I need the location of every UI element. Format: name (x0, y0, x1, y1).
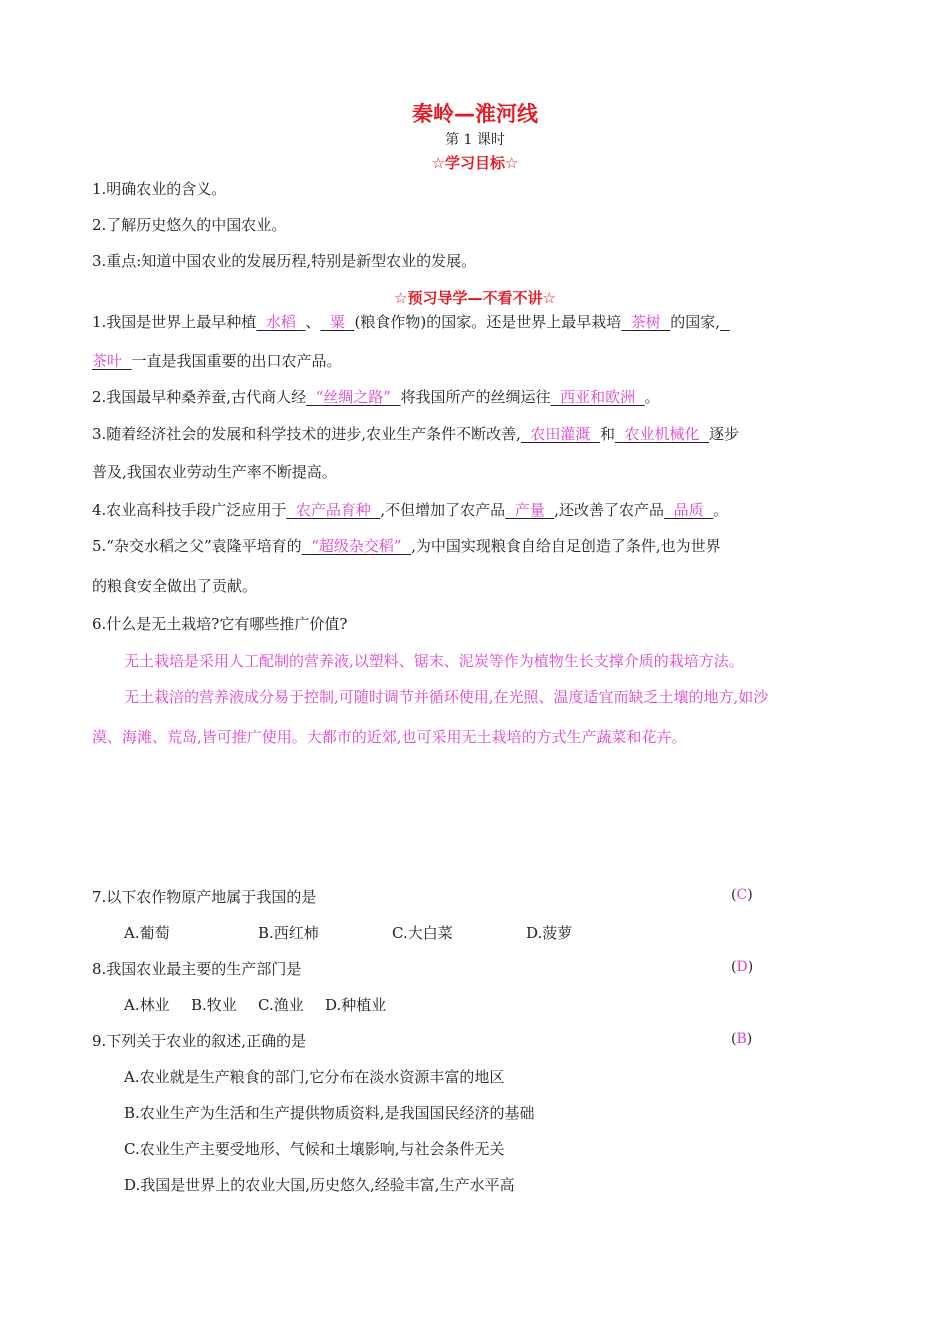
q1-blank-2[interactable]: 粟 (320, 313, 355, 331)
guide-heading: ☆预习导学—不看不讲☆ (394, 289, 556, 307)
q5-text: 5.“杂交水稻之父”袁隆平培育的 (92, 537, 302, 555)
q4-text: ,不但增加了农产品 (380, 501, 506, 519)
q8-option-c[interactable]: C.渔业 (258, 996, 304, 1014)
q1-blank-3[interactable]: 茶树 (621, 313, 671, 331)
q4-text: 。 (713, 501, 729, 519)
q4-blank-1[interactable]: 农产品育种 (286, 501, 381, 519)
question-2 (92, 386, 872, 407)
q8-paren-open: ( (731, 959, 737, 975)
question-3-cont: 普及,我国农业劳动生产率不断提高。 (92, 463, 337, 481)
q7-option-c[interactable]: C.大白菜 (392, 924, 453, 942)
q1-text: (粮食作物)的国家。还是世界上最早栽培 (354, 313, 622, 331)
q2-text: 。 (644, 388, 660, 406)
q1-blank-4-start[interactable] (720, 313, 730, 331)
page-title: 秦岭—淮河线 (412, 102, 538, 126)
q2-blank-2[interactable]: 西亚和欧洲 (550, 388, 645, 406)
q1-blank-1[interactable]: 水稻 (256, 313, 306, 331)
q7-answer-letter: C (736, 887, 748, 903)
q8-answer (731, 959, 753, 975)
q9-option-b[interactable]: B.农业生产为生活和生产提供物质资料,是我国国民经济的基础 (124, 1104, 535, 1122)
q8-answer-letter: D (736, 959, 748, 975)
q9-paren-close: ) (746, 1031, 753, 1047)
goal-item: 2.了解历史悠久的中国农业。 (92, 216, 287, 234)
question-1-cont (92, 350, 872, 371)
q9-paren-open: ( (731, 1031, 737, 1047)
q8-option-a[interactable]: A.林业 (124, 996, 170, 1014)
lesson-subtitle: 第 1 课时 (445, 132, 505, 148)
q7-option-a[interactable]: A.葡萄 (124, 924, 170, 942)
q4-blank-2[interactable]: 产量 (505, 501, 555, 519)
q9-option-c[interactable]: C.农业生产主要受地形、气候和土壤影响,与社会条件无关 (124, 1140, 505, 1158)
q3-blank-1[interactable]: 农田灌溉 (520, 425, 600, 443)
goals-heading: ☆学习目标☆ (431, 154, 519, 172)
q6-answer-2-cont: 漠、海滩、荒岛,皆可推广使用。大都市的近郊,也可采用无土栽培的方式生产蔬菜和花卉。 (92, 728, 687, 746)
q8-option-b[interactable]: B.牧业 (191, 996, 237, 1014)
q7-paren-close: ) (747, 887, 753, 903)
question-1 (92, 311, 872, 332)
q4-text: ,还改善了农产品 (554, 501, 665, 519)
q1-text: 一直是我国重要的出口农产品。 (131, 352, 342, 370)
q1-text: 、 (305, 313, 321, 331)
q3-blank-2[interactable]: 农业机械化 (614, 425, 710, 443)
question-4 (92, 499, 872, 520)
question-5 (92, 535, 872, 556)
q1-blank-4[interactable]: 茶叶 (92, 352, 132, 370)
q1-text: 1.我国是世界上最早种植 (92, 313, 257, 331)
question-9: 9.下列关于农业的叙述,正确的是 (92, 1032, 307, 1050)
q7-option-d[interactable]: D.菠萝 (526, 924, 573, 942)
q7-option-b[interactable]: B.西红柿 (258, 924, 319, 942)
q7-options (124, 922, 904, 943)
q7-answer (731, 887, 753, 903)
q5-text: ,为中国实现粮食自给自足创造了条件,也为世界 (411, 537, 721, 555)
q6-answer-2: 无土栽涪的营养液成分易于控制,可随时调节并循环使用,在光照、温度适宜而缺乏土壤的地方,如沙 (124, 688, 769, 706)
q2-blank-1[interactable]: “丝绸之路” (306, 388, 401, 406)
q8-options (124, 994, 904, 1015)
q9-option-a[interactable]: A.农业就是生产粮食的部门,它分布在淡水资源丰富的地区 (124, 1068, 505, 1086)
question-8: 8.我国农业最主要的生产部门是 (92, 960, 302, 978)
question-5-cont: 的粮食安全做出了贡献。 (92, 577, 258, 595)
q4-text: 4.农业高科技手段广泛应用于 (92, 501, 287, 519)
q9-answer (731, 1031, 752, 1047)
q5-blank-1[interactable]: “超级杂交稻” (301, 537, 412, 555)
q2-text: 将我国所产的丝绸运往 (400, 388, 551, 406)
goal-item: 3.重点:知道中国农业的发展历程,特别是新型农业的发展。 (92, 252, 477, 270)
goal-item: 1.明确农业的含义。 (92, 180, 227, 198)
q3-text: 和 (599, 425, 615, 443)
question-6: 6.什么是无土栽培?它有哪些推广价值? (92, 615, 348, 633)
question-3 (92, 423, 872, 444)
q4-blank-3[interactable]: 品质 (664, 501, 714, 519)
q2-text: 2.我国最早种桑养蚕,古代商人经 (92, 388, 307, 406)
q1-text: 的国家, (670, 313, 721, 331)
q9-answer-letter: B (736, 1031, 747, 1047)
q9-option-d[interactable]: D.我国是世界上的农业大国,历史悠久,经验丰富,生产水平高 (124, 1176, 515, 1194)
q7-paren-open: ( (731, 887, 737, 903)
q3-text: 3.随着经济社会的发展和科学技术的进步,农业生产条件不断改善, (92, 425, 521, 443)
q8-paren-close: ) (747, 959, 754, 975)
question-7: 7.以下农作物原产地属于我国的是 (92, 888, 317, 906)
q6-answer-1: 无土栽培是采用人工配制的营养液,以塑料、锯末、泥炭等作为植物生长支撑介质的栽培方法。 (124, 652, 744, 670)
q8-option-d[interactable]: D.种植业 (325, 996, 387, 1014)
q3-text: 逐步 (709, 425, 740, 443)
